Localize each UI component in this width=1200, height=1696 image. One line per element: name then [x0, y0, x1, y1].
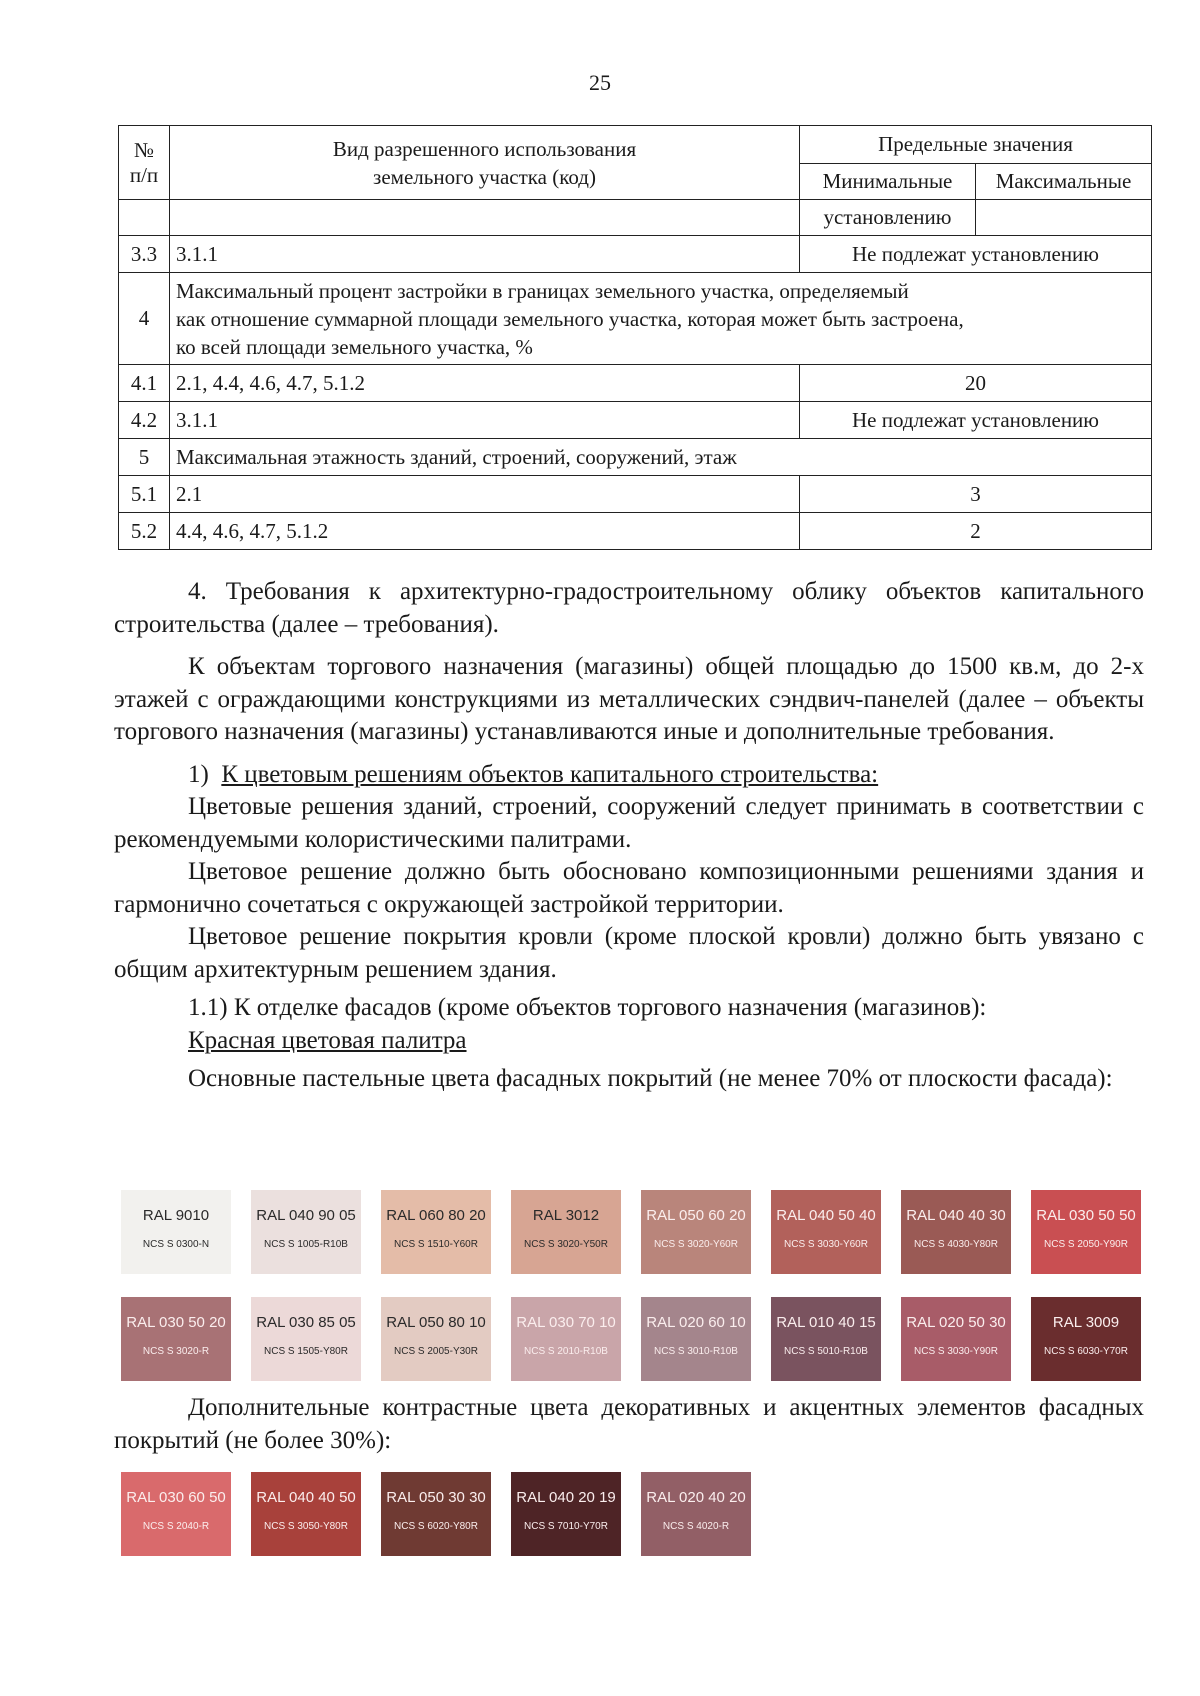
- paragraph-requirements: 4. Требования к архитектурно-градостроительному облику объектов капитального строительства (далее – требования).: [114, 578, 1144, 638]
- paragraph-main-colors: Основные пастельные цвета фасадных покрытий (не менее 70% от плоскости фасада):: [188, 1065, 1113, 1092]
- row-num: 5.1: [119, 476, 170, 513]
- color-swatch: [381, 1472, 491, 1556]
- row-text: Максимальный процент застройки в границах земельного участка, определяемый как отношение суммарной площади земельного участка, которая может быть застроена, ко всей площади земельного участка, %: [170, 273, 1152, 365]
- color-swatch: [381, 1190, 491, 1274]
- row-num: 5.2: [119, 513, 170, 550]
- swatch-ral-code: RAL 030 50 50: [1036, 1207, 1136, 1224]
- cont-min-text: установлению: [800, 200, 976, 236]
- swatch-ncs-code: NCS S 0300-N: [142, 1239, 210, 1250]
- swatch-ncs-code: NCS S 3030-Y60R: [784, 1239, 868, 1250]
- swatch-ncs-code: NCS S 2050-Y90R: [1044, 1239, 1128, 1250]
- paragraph-color-2: Цветовое решение должно быть обосновано композиционными решениями здания и гармонично сочетаться с окружающей застройкой территории.: [114, 858, 1144, 918]
- header-max: Максимальные: [976, 164, 1152, 200]
- row-code: 3.1.1: [170, 236, 800, 273]
- swatch-ncs-code: NCS S 2010-R10B: [524, 1346, 608, 1357]
- swatch-ral-code: RAL 040 90 05: [256, 1207, 356, 1224]
- row-num: 4: [119, 273, 170, 365]
- color-swatch: [641, 1297, 751, 1381]
- swatch-ncs-code: NCS S 3030-Y90R: [914, 1346, 998, 1357]
- color-swatch: [641, 1472, 751, 1556]
- swatch-ncs-code: NCS S 3020-Y50R: [524, 1239, 608, 1250]
- swatch-ral-code: RAL 040 40 50: [256, 1489, 356, 1506]
- requirements-table: [118, 125, 1152, 550]
- swatch-ral-code: RAL 020 50 30: [906, 1314, 1006, 1331]
- swatch-ral-code: RAL 3009: [1052, 1314, 1120, 1331]
- row-code: 3.1.1: [170, 402, 800, 439]
- row-value: 2: [800, 513, 1152, 550]
- paragraph-trade-objects: К объектам торгового назначения (магазины) общей площадью до 1500 кв.м, до 2-х этажей с ограждающими конструкциями из металлических сэндвич-панелей (далее – объекты торгового назначения (магазины) устанавливаются иные и дополнительные требования.: [114, 653, 1144, 745]
- swatch-ncs-code: NCS S 3050-Y80R: [264, 1521, 348, 1532]
- table-row: [119, 236, 1152, 273]
- row-text: Максимальная этажность зданий, строений, сооружений, этаж: [170, 439, 1152, 476]
- swatch-ncs-code: NCS S 1505-Y80R: [264, 1346, 348, 1357]
- table-continuation-row: [119, 200, 1152, 236]
- color-swatch: [1031, 1190, 1141, 1274]
- header-min: Минимальные: [800, 164, 976, 200]
- swatch-ral-code: RAL 020 40 20: [646, 1489, 746, 1506]
- swatch-ncs-code: NCS S 1510-Y60R: [394, 1239, 478, 1250]
- header-num: № п/п: [119, 126, 170, 200]
- swatch-ral-code: RAL 030 50 20: [126, 1314, 226, 1331]
- row-code: 4.4, 4.6, 4.7, 5.1.2: [170, 513, 800, 550]
- table-row: [119, 402, 1152, 439]
- main-palette-row-2: [121, 1297, 1161, 1381]
- swatch-ral-code: RAL 030 85 05: [256, 1314, 356, 1331]
- paragraph-accent-colors: Дополнительные контрастные цвета декоративных и акцентных элементов фасадных покрытий (не более 30%):: [114, 1394, 1144, 1454]
- swatch-ral-code: RAL 050 30 30: [386, 1489, 486, 1506]
- swatch-ncs-code: NCS S 6030-Y70R: [1044, 1346, 1128, 1357]
- row-code: 2.1, 4.4, 4.6, 4.7, 5.1.2: [170, 365, 800, 402]
- header-usage-type: Вид разрешенного использования земельного участка (код): [170, 126, 800, 200]
- color-swatch: [251, 1190, 361, 1274]
- swatch-ncs-code: NCS S 6020-Y80R: [394, 1521, 478, 1532]
- color-swatch: [901, 1190, 1011, 1274]
- swatch-ncs-code: NCS S 1005-R10B: [264, 1239, 348, 1250]
- color-swatch: [641, 1190, 751, 1274]
- table-row: [119, 439, 1152, 476]
- color-swatch: [381, 1297, 491, 1381]
- color-swatch: [771, 1297, 881, 1381]
- swatch-ncs-code: NCS S 5010-R10B: [784, 1346, 868, 1357]
- swatch-ral-code: RAL 020 60 10: [646, 1314, 746, 1331]
- header-limits: Предельные значения: [800, 126, 1152, 164]
- swatch-ral-code: RAL 3012: [532, 1207, 600, 1224]
- table-header-row: [119, 126, 1152, 164]
- body-text-top: [114, 576, 1144, 1096]
- page-number: 25: [589, 70, 611, 95]
- swatch-ncs-code: NCS S 7010-Y70R: [524, 1521, 608, 1532]
- swatch-ral-code: RAL 9010: [142, 1207, 210, 1224]
- row-num: 5: [119, 439, 170, 476]
- swatch-ral-code: RAL 060 80 20: [386, 1207, 486, 1224]
- color-swatch: [121, 1297, 231, 1381]
- swatch-ncs-code: NCS S 4020-R: [662, 1521, 730, 1532]
- swatch-ral-code: RAL 050 80 10: [386, 1314, 486, 1331]
- table-row: [119, 476, 1152, 513]
- row-value: 3: [800, 476, 1152, 513]
- color-swatch: [511, 1297, 621, 1381]
- swatch-ral-code: RAL 050 60 20: [646, 1207, 746, 1224]
- color-swatch: [121, 1472, 231, 1556]
- swatch-ncs-code: NCS S 3020-Y60R: [654, 1239, 738, 1250]
- color-swatch: [251, 1297, 361, 1381]
- color-swatch: [511, 1190, 621, 1274]
- swatch-ncs-code: NCS S 2005-Y30R: [394, 1346, 478, 1357]
- row-num: 3.3: [119, 236, 170, 273]
- color-swatch: [771, 1190, 881, 1274]
- row-code: 2.1: [170, 476, 800, 513]
- swatch-ral-code: RAL 030 70 10: [516, 1314, 616, 1331]
- palette-title: Красная цветовая палитра: [188, 1026, 467, 1054]
- paragraph-facades: 1.1) К отделке фасадов (кроме объектов торгового назначения (магазинов):: [188, 994, 987, 1021]
- swatch-ncs-code: NCS S 3020-R: [142, 1346, 210, 1357]
- table-row: [119, 273, 1152, 365]
- row-value: Не подлежат установлению: [800, 402, 1152, 439]
- paragraph-color-1: Цветовые решения зданий, строений, сооружений следует принимать в соответствии с рекомендуемыми колористическими палитрами.: [114, 793, 1144, 853]
- color-heading: К цветовым решениям объектов капитального строительства:: [221, 760, 879, 788]
- swatch-ncs-code: NCS S 4030-Y80R: [914, 1239, 998, 1250]
- main-palette-row-1: [121, 1190, 1161, 1274]
- color-swatch: [251, 1472, 361, 1556]
- swatch-ral-code: RAL 040 50 40: [776, 1207, 876, 1224]
- swatch-ncs-code: NCS S 3010-R10B: [654, 1346, 738, 1357]
- paragraph-color-3: Цветовое решение покрытия кровли (кроме плоской кровли) должно быть увязано с общим архитектурным решением здания.: [114, 923, 1144, 983]
- color-swatch: [121, 1190, 231, 1274]
- color-swatch: [901, 1297, 1011, 1381]
- swatch-ral-code: RAL 010 40 15: [776, 1314, 876, 1331]
- color-swatch: [511, 1472, 621, 1556]
- row-value: 20: [800, 365, 1152, 402]
- row-num: 4.1: [119, 365, 170, 402]
- row-value: Не подлежат установлению: [800, 236, 1152, 273]
- color-swatch: [1031, 1297, 1141, 1381]
- swatch-ncs-code: NCS S 2040-R: [142, 1521, 210, 1532]
- accent-palette-row: [121, 1472, 771, 1556]
- swatch-ral-code: RAL 040 20 19: [516, 1489, 616, 1506]
- table-row: [119, 365, 1152, 402]
- row-num: 4.2: [119, 402, 170, 439]
- body-text-bottom: [114, 1392, 1144, 1457]
- swatch-ral-code: RAL 030 60 50: [126, 1489, 226, 1506]
- paragraph-color-heading: 1) К цветовым решениям объектов капитального строительства:: [188, 760, 879, 788]
- swatch-ral-code: RAL 040 40 30: [906, 1207, 1006, 1224]
- table-row: [119, 513, 1152, 550]
